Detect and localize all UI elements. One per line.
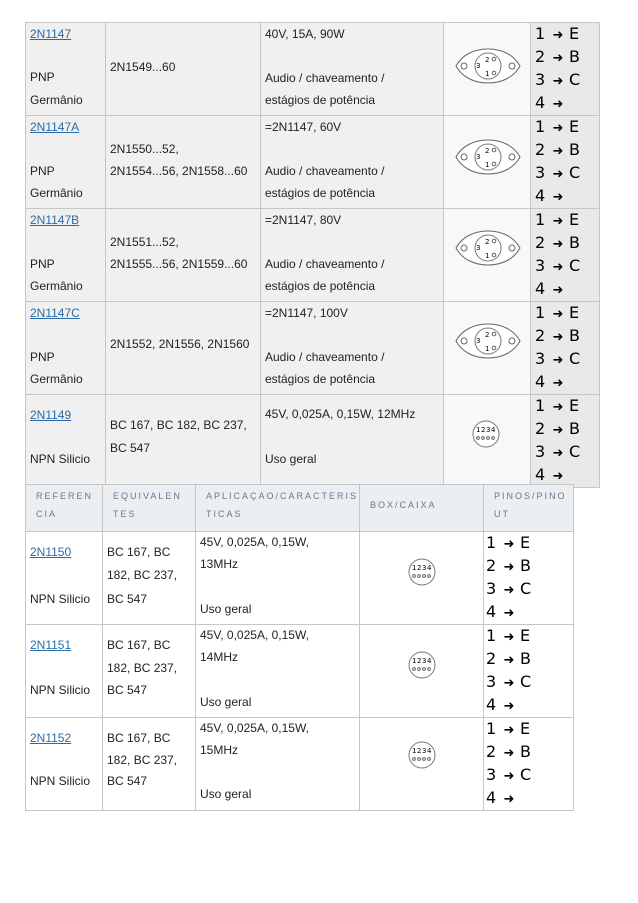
arrow-right-icon: ➜ bbox=[552, 423, 564, 438]
arrow-right-icon: ➜ bbox=[552, 307, 564, 322]
table-row bbox=[26, 302, 600, 395]
pinout-line: 1 ➜ E bbox=[535, 303, 579, 325]
case-pin-label: 1 bbox=[485, 161, 490, 169]
part-type: PNP bbox=[30, 70, 55, 84]
case-pin-label: 3 bbox=[476, 153, 481, 161]
application-line: Uso geral bbox=[200, 787, 252, 801]
part-type: NPN Silicio bbox=[30, 592, 91, 606]
arrow-right-icon: ➜ bbox=[552, 353, 564, 368]
equivalents-line: 182, BC 237, bbox=[107, 661, 178, 675]
application-line: Uso geral bbox=[200, 695, 252, 709]
to18-case-icon bbox=[402, 557, 442, 587]
pinout-line: 1 ➜ E bbox=[535, 117, 579, 139]
case-pin-label: 3 bbox=[476, 244, 481, 252]
application-line: 45V, 0,025A, 0,15W, bbox=[200, 628, 309, 642]
header-box: BOX/CAIXA bbox=[370, 500, 437, 510]
arrow-right-icon: ➜ bbox=[552, 121, 564, 136]
equivalents-line: 2N1549...60 bbox=[110, 60, 176, 74]
pinout-line: 4 ➜ bbox=[486, 788, 520, 810]
part-type: PNP bbox=[30, 257, 55, 271]
application-line: 15MHz bbox=[200, 743, 239, 757]
arrow-right-icon: ➜ bbox=[552, 28, 564, 43]
arrow-right-icon: ➜ bbox=[552, 400, 564, 415]
pinout-line: 4 ➜ bbox=[535, 279, 569, 301]
application-line: 14MHz bbox=[200, 650, 239, 664]
arrow-right-icon: ➜ bbox=[552, 237, 564, 252]
case-pin-label: 2 bbox=[417, 564, 422, 572]
equivalents-line: 182, BC 237, bbox=[107, 568, 178, 582]
table-header bbox=[26, 485, 574, 532]
case-pin-label: 2 bbox=[485, 331, 490, 339]
case-pin-label: 3 bbox=[422, 747, 427, 755]
pinout-line: 3 ➜ C bbox=[535, 442, 580, 464]
pinout-line: 3 ➜ C bbox=[535, 349, 580, 371]
part-material: Germânio bbox=[30, 93, 83, 107]
arrow-right-icon: ➜ bbox=[552, 469, 564, 484]
arrow-right-icon: ➜ bbox=[552, 97, 564, 112]
table-row bbox=[26, 625, 574, 718]
case-pin-label: 3 bbox=[422, 657, 427, 665]
arrow-right-icon: ➜ bbox=[552, 51, 564, 66]
arrow-right-icon: ➜ bbox=[503, 537, 515, 552]
part-link[interactable]: 2N1147C bbox=[30, 306, 80, 320]
part-type: PNP bbox=[30, 164, 55, 178]
part-link[interactable]: 2N1147B bbox=[30, 213, 80, 227]
application-line: estágios de potência bbox=[265, 186, 376, 200]
to3-case-icon bbox=[450, 223, 526, 273]
part-type: NPN Silicio bbox=[30, 452, 91, 466]
pinout-line: 1 ➜ E bbox=[535, 24, 579, 46]
case-pin-label: 1 bbox=[485, 252, 490, 260]
case-pin-label: 2 bbox=[417, 657, 422, 665]
case-pin-label: 4 bbox=[491, 426, 496, 434]
case-pin-label: 1 bbox=[476, 426, 481, 434]
arrow-right-icon: ➜ bbox=[503, 630, 515, 645]
application-line: 45V, 0,025A, 0,15W, 12MHz bbox=[265, 407, 416, 421]
equivalents-line: BC 167, BC bbox=[107, 545, 171, 559]
equivalents-line: BC 547 bbox=[107, 774, 148, 788]
table-row bbox=[26, 532, 574, 625]
pinout-line: 4 ➜ bbox=[535, 93, 569, 115]
pinout-line: 2 ➜ B bbox=[535, 419, 580, 441]
pinout-line: 3 ➜ C bbox=[486, 672, 531, 694]
table-row bbox=[26, 209, 600, 302]
table-row bbox=[26, 718, 574, 811]
application-line: Audio / chaveamento / bbox=[265, 164, 385, 178]
to18-case-icon bbox=[402, 740, 442, 770]
pinout-line: 3 ➜ C bbox=[486, 579, 531, 601]
equivalents-line: BC 547 bbox=[107, 683, 148, 697]
equivalents-line: BC 547 bbox=[110, 441, 151, 455]
table-row bbox=[26, 395, 600, 488]
arrow-right-icon: ➜ bbox=[503, 792, 515, 807]
case-pin-label: 2 bbox=[481, 426, 486, 434]
arrow-right-icon: ➜ bbox=[552, 167, 564, 182]
arrow-right-icon: ➜ bbox=[503, 653, 515, 668]
header-ref: CIA bbox=[36, 509, 58, 519]
case-pin-label: 2 bbox=[417, 747, 422, 755]
application-line: Audio / chaveamento / bbox=[265, 257, 385, 271]
part-material: Germânio bbox=[30, 372, 83, 386]
pinout-line: 4 ➜ bbox=[486, 695, 520, 717]
part-link[interactable]: 2N1150 bbox=[30, 545, 72, 559]
pinout-line: 2 ➜ B bbox=[486, 742, 531, 764]
to18-case-icon bbox=[466, 419, 506, 449]
pinout-line: 1 ➜ E bbox=[535, 396, 579, 418]
arrow-right-icon: ➜ bbox=[552, 260, 564, 275]
equivalents-line: 2N1552, 2N1556, 2N1560 bbox=[110, 337, 250, 351]
pinout-line: 2 ➜ B bbox=[486, 649, 531, 671]
pinout-line: 2 ➜ B bbox=[535, 326, 580, 348]
pinout-line: 1 ➜ E bbox=[486, 719, 530, 741]
to3-case-icon bbox=[450, 41, 526, 91]
pinout-line: 4 ➜ bbox=[535, 465, 569, 487]
equivalents-line: 2N1550...52, bbox=[110, 142, 179, 156]
pinout-line: 1 ➜ E bbox=[486, 626, 530, 648]
arrow-right-icon: ➜ bbox=[552, 446, 564, 461]
arrow-right-icon: ➜ bbox=[552, 283, 564, 298]
arrow-right-icon: ➜ bbox=[503, 699, 515, 714]
application-line: 45V, 0,025A, 0,15W, bbox=[200, 721, 309, 735]
application-line: =2N1147, 100V bbox=[265, 306, 348, 320]
part-link[interactable]: 2N1149 bbox=[30, 408, 72, 422]
pinout-line: 2 ➜ B bbox=[535, 47, 580, 69]
application-line: estágios de potência bbox=[265, 93, 376, 107]
arrow-right-icon: ➜ bbox=[503, 560, 515, 575]
equivalents-line: 182, BC 237, bbox=[107, 753, 178, 767]
case-pin-label: 1 bbox=[412, 657, 417, 665]
pinout-line: 1 ➜ E bbox=[535, 210, 579, 232]
pinout-line: 3 ➜ C bbox=[486, 765, 531, 787]
application-line: =2N1147, 60V bbox=[265, 120, 342, 134]
header-pins: PINOS/PINO bbox=[494, 491, 567, 501]
case-pin-label: 1 bbox=[485, 70, 490, 78]
equivalents-line: 2N1551...52, bbox=[110, 235, 179, 249]
case-pin-label: 3 bbox=[476, 62, 481, 70]
equivalents-line: BC 547 bbox=[107, 592, 148, 606]
to18-case-icon bbox=[402, 650, 442, 680]
pinout-line: 1 ➜ E bbox=[486, 533, 530, 555]
header-ref: REFEREN bbox=[36, 491, 94, 501]
part-material: Germânio bbox=[30, 279, 83, 293]
pinout-line: 4 ➜ bbox=[486, 602, 520, 624]
application-line: 13MHz bbox=[200, 557, 239, 571]
case-pin-label: 3 bbox=[476, 337, 481, 345]
case-pin-label: 3 bbox=[422, 564, 427, 572]
case-pin-label: 1 bbox=[485, 345, 490, 353]
arrow-right-icon: ➜ bbox=[503, 746, 515, 761]
equivalents-line: BC 167, BC bbox=[107, 731, 171, 745]
arrow-right-icon: ➜ bbox=[552, 330, 564, 345]
transistor-table-bottom bbox=[25, 484, 574, 811]
pinout-line: 3 ➜ C bbox=[535, 70, 580, 92]
pinout-line: 4 ➜ bbox=[535, 186, 569, 208]
part-type: NPN Silicio bbox=[30, 774, 91, 788]
equivalents-line: BC 167, BC 182, BC 237, bbox=[110, 418, 247, 432]
part-material: Germânio bbox=[30, 186, 83, 200]
header-app: APLICAÇAO/CARACTERIS bbox=[206, 491, 359, 501]
table-row bbox=[26, 23, 600, 116]
arrow-right-icon: ➜ bbox=[552, 214, 564, 229]
pinout-line: 3 ➜ C bbox=[535, 256, 580, 278]
to3-case-icon bbox=[450, 316, 526, 366]
arrow-right-icon: ➜ bbox=[503, 676, 515, 691]
pinout-line: 4 ➜ bbox=[535, 372, 569, 394]
part-type: NPN Silicio bbox=[30, 683, 91, 697]
application-line: Uso geral bbox=[200, 602, 252, 616]
case-pin-label: 2 bbox=[485, 147, 490, 155]
case-pin-label: 4 bbox=[427, 564, 432, 572]
equivalents-line: 2N1555...56, 2N1559...60 bbox=[110, 257, 248, 271]
application-line: Audio / chaveamento / bbox=[265, 350, 385, 364]
arrow-right-icon: ➜ bbox=[552, 190, 564, 205]
part-link[interactable]: 2N1147A bbox=[30, 120, 80, 134]
pinout-line: 2 ➜ B bbox=[535, 233, 580, 255]
case-pin-label: 1 bbox=[412, 564, 417, 572]
application-line: Audio / chaveamento / bbox=[265, 71, 385, 85]
header-pins: UT bbox=[494, 509, 510, 519]
arrow-right-icon: ➜ bbox=[552, 74, 564, 89]
application-line: 45V, 0,025A, 0,15W, bbox=[200, 535, 309, 549]
header-app: TICAS bbox=[206, 509, 243, 519]
part-link[interactable]: 2N1151 bbox=[30, 638, 72, 652]
header-equiv: TES bbox=[113, 509, 137, 519]
application-line: Uso geral bbox=[265, 452, 317, 466]
case-pin-label: 4 bbox=[427, 747, 432, 755]
application-line: estágios de potência bbox=[265, 372, 376, 386]
arrow-right-icon: ➜ bbox=[503, 769, 515, 784]
application-line: =2N1147, 80V bbox=[265, 213, 342, 227]
arrow-right-icon: ➜ bbox=[503, 606, 515, 621]
transistor-table-top bbox=[25, 22, 600, 488]
pinout-line: 2 ➜ B bbox=[535, 140, 580, 162]
application-line: 40V, 15A, 90W bbox=[265, 27, 345, 41]
equivalents-line: 2N1554...56, 2N1558...60 bbox=[110, 164, 248, 178]
arrow-right-icon: ➜ bbox=[503, 583, 515, 598]
arrow-right-icon: ➜ bbox=[552, 376, 564, 391]
equivalents-line: BC 167, BC bbox=[107, 638, 171, 652]
case-pin-label: 3 bbox=[486, 426, 491, 434]
part-link[interactable]: 2N1147 bbox=[30, 27, 72, 41]
arrow-right-icon: ➜ bbox=[503, 723, 515, 738]
to3-case-icon bbox=[450, 132, 526, 182]
header-equiv: EQUIVALEN bbox=[113, 491, 182, 501]
arrow-right-icon: ➜ bbox=[552, 144, 564, 159]
table-row bbox=[26, 116, 600, 209]
part-type: PNP bbox=[30, 350, 55, 364]
application-line: estágios de potência bbox=[265, 279, 376, 293]
pinout-line: 3 ➜ C bbox=[535, 163, 580, 185]
case-pin-label: 4 bbox=[427, 657, 432, 665]
case-pin-label: 1 bbox=[412, 747, 417, 755]
pinout-line: 2 ➜ B bbox=[486, 556, 531, 578]
case-pin-label: 2 bbox=[485, 56, 490, 64]
part-link[interactable]: 2N1152 bbox=[30, 731, 72, 745]
case-pin-label: 2 bbox=[485, 238, 490, 246]
